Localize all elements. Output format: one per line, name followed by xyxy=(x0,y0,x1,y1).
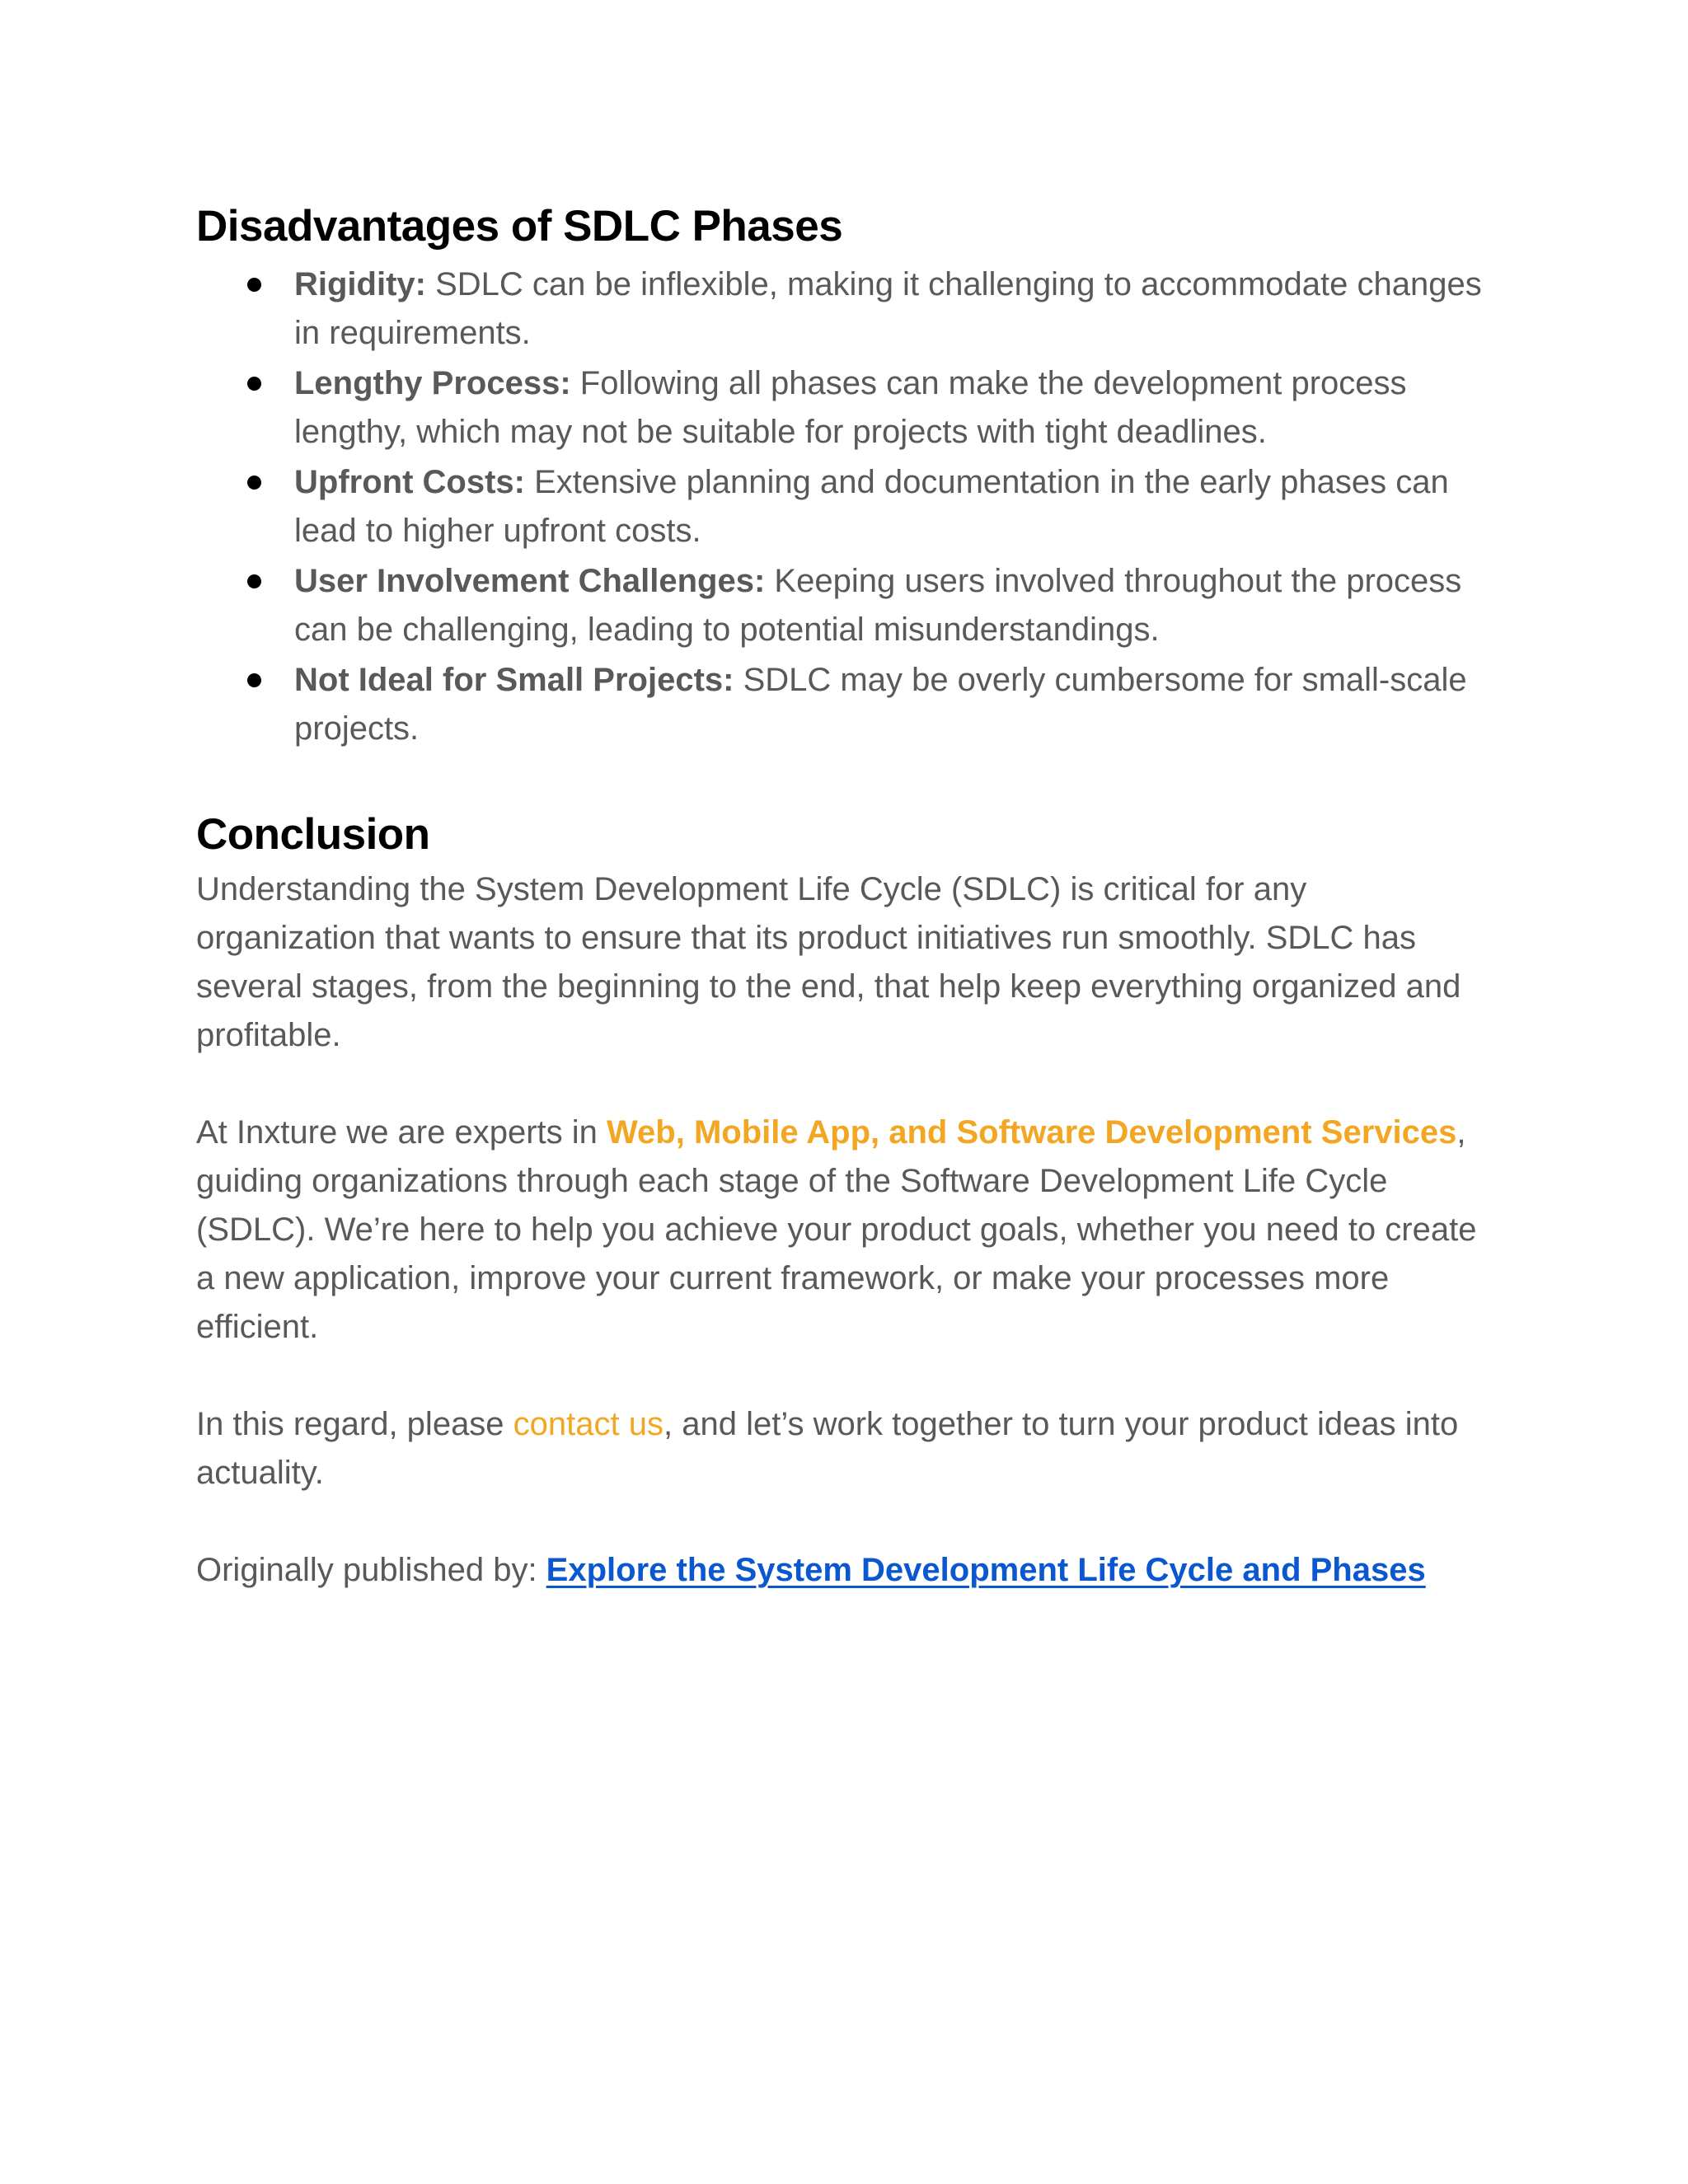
list-item xyxy=(294,359,1482,457)
item-text: Extensive planning and documentation in the early phases can lead to higher upfront costs. xyxy=(294,464,1449,549)
conclusion-heading: Conclusion xyxy=(196,810,430,859)
list-item xyxy=(294,656,1482,753)
item-text: SDLC may be overly cumbersome for small-scale projects. xyxy=(294,662,1467,747)
services-highlight-link[interactable]: Web, Mobile App, and Software Development Services xyxy=(607,1114,1457,1151)
item-term: User Involvement Challenges: xyxy=(294,563,766,599)
item-term: Lengthy Process: xyxy=(294,365,571,401)
item-text: Keeping users involved throughout the process can be challenging, leading to potential misunderstandings. xyxy=(294,563,1462,648)
services-text-before: At Inxture we are experts in xyxy=(196,1114,607,1151)
published-article-link[interactable]: Explore the System Development Life Cycle and Phases xyxy=(546,1552,1426,1588)
disadvantages-heading: Disadvantages of SDLC Phases xyxy=(196,202,843,251)
contact-text-after: , and let’s work together to turn your product ideas into actuality. xyxy=(196,1406,1459,1491)
bullet-icon xyxy=(247,476,261,490)
services-paragraph xyxy=(196,1108,1482,1352)
contact-paragraph xyxy=(196,1400,1482,1497)
list-item xyxy=(294,260,1482,358)
contact-us-link[interactable]: contact us xyxy=(513,1406,663,1442)
contact-text-before: In this regard, please xyxy=(196,1406,513,1442)
item-term: Rigidity: xyxy=(294,266,426,302)
item-text: SDLC can be inflexible, making it challenging to accommodate changes in requirements. xyxy=(294,266,1482,351)
bullet-icon xyxy=(247,574,261,588)
bullet-icon xyxy=(247,673,261,687)
disadvantages-list xyxy=(196,260,1482,753)
published-label: Originally published by: xyxy=(196,1552,546,1588)
bullet-icon xyxy=(247,278,261,292)
list-item xyxy=(294,557,1482,654)
item-text: Following all phases can make the development process lengthy, which may not be suitable for projects with tight deadlines. xyxy=(294,365,1407,450)
conclusion-paragraph: Understanding the System Development Life Cycle (SDLC) is critical for any organization that wants to ensure that its product initiatives run smoothly. SDLC has several stages, from the beginning to the end, that help keep everything organized and profitable. xyxy=(196,871,1461,1053)
list-item xyxy=(294,458,1482,555)
published-line xyxy=(196,1546,1482,1595)
item-term: Upfront Costs: xyxy=(294,464,525,500)
services-text-after: , guiding organizations through each stage of the Software Development Life Cycle (SDLC). We’re here to help you achieve your product goals, whether you need to create a new application, improve your current framework, or make your processes more efficient. xyxy=(196,1114,1477,1345)
item-term: Not Ideal for Small Projects: xyxy=(294,662,734,698)
document-page xyxy=(196,196,1482,1595)
bullet-icon xyxy=(247,377,261,391)
